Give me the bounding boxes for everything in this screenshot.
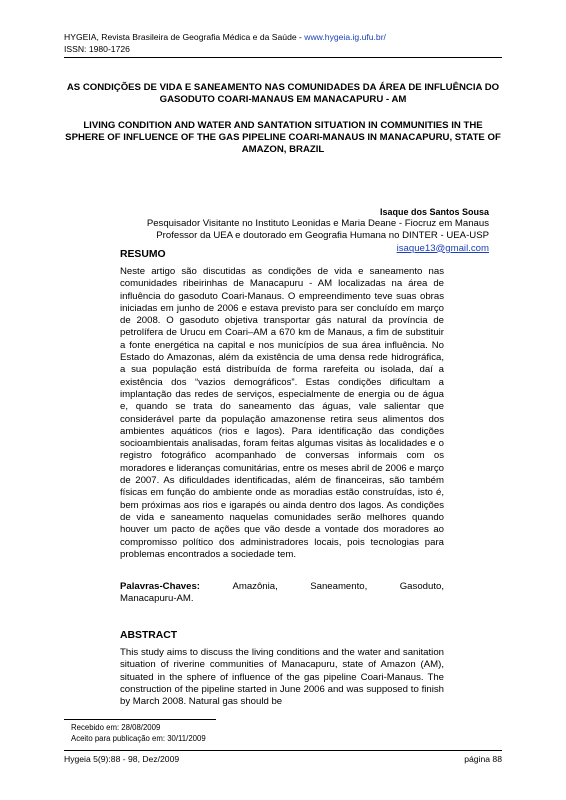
received-date: Recebido em: 28/08/2009 [71,723,161,732]
keyword-3: Gasoduto, [399,581,444,592]
header-rule [64,57,502,58]
resumo-text: Neste artigo são discutidas as condições de vida e saneamento nas comunidades ribeirinhas de Manacapuru - AM localizadas na área de influência do gasoduto Coari-Manaus. O empreendimento teve suas obras iniciadas em junho de 2006 e estava previsto para ser concluído em março de 2008. O gasoduto objetiva transportar gás natural da província de petrolífera de Urucu em Coari–AM a 670 km de Manaus, a fim de substituir a fonte energética na capital e nos municípios de sua área influência. No Estado do Amazonas, além da existência de uma densa rede hidrográfica, a sua população está distribuída de forma rarefeita ou isolada, daí a existência dos “vazios demográficos”. Estas condições dificultam a implantação das redes de serviços, especialmente de energia ou de água e, quando se trata do saneamento das águas, vale salientar que considerável parte da população amazonense retira seus alimentos dos ambientes aquáticos (rios e lagos). Para identificação das condições socioambientais analisadas, foram feitas algumas visitas às localidades e o registro fotográfico acompanhado de conversas informais com os moradores e lideranças comunitárias, entre os meses abril de 2006 e março de 2007. As dificuldades identificadas, além de financeiras, são também físicas em função do ambiente onde as moradias estão construídas, isto é, bem próximas aos rios e igarapés ou ainda dentro dos lagos. As condições de vida e saneamento naquelas comunidades serão melhores quando houver um pacto de ações que vão desde a vontade dos moradores ao compromisso político dos administradores locais, pois tecnologias para problemas encontrados a sociedade tem. [120,266,444,560]
footer-citation: Hygeia 5(9):88 - 98, Dez/2009 [64,754,180,764]
journal-line [64,31,386,43]
page-number: página 88 [464,754,502,764]
author-block [147,206,489,255]
author-email-link[interactable]: isaque13@gmail.com [396,242,489,254]
journal-name: HYGEIA, Revista Brasileira de Geografia Médica e da Saúde - [64,32,305,42]
keywords [120,581,444,606]
accepted-date: Aceito para publicação em: 30/11/2009 [71,733,206,743]
resumo-heading: RESUMO [120,249,166,260]
footnote [71,723,206,744]
title-english: LIVING CONDITION AND WATER AND SANTATION SITUATION IN COMMUNITIES IN THE SPHERE OF INFLUENCE OF THE GAS PIPELINE COARI-MANAUS IN MANACAPURU, STATE OF AMAZON, BRAZIL [65,120,501,156]
journal-header [64,31,386,55]
footer-rule [64,750,502,751]
title-portuguese: AS CONDIÇÕES DE VIDA E SANEAMENTO NAS COMUNIDADES DA ÁREA DE INFLUÊNCIA DO GASODUTO COARI-MANAUS EM MANACAPURU - AM [66,82,500,106]
author-affiliation-1: Pesquisador Visitante no Instituto Leonidas e Maria Deane - Fiocruz em Manaus [146,218,489,230]
author-name: Isaque dos Santos Sousa [379,207,489,217]
page-footer [64,754,502,764]
abstract-heading: ABSTRACT [120,630,178,641]
keywords-label: Palavras-Chaves: [120,581,200,592]
footnote-rule [64,719,216,720]
keyword-4: Manacapuru-AM. [120,593,194,605]
keyword-1: Amazônia, [232,581,278,592]
issn: ISSN: 1980-1726 [64,44,130,54]
abstract-text: This study aims to discuss the living conditions and the water and sanitation situation of riverine communities of Manacapuru, state of Amazon (AM), situated in the sphere of influence of the gas pipeline Coari-Manaus. The construction of the pipeline started in June 2006 and was supposed to finish by March 2008. Natural gas should be [120,647,444,708]
keyword-2: Saneamento, [310,581,368,592]
author-affiliation-2: Professor da UEA e doutorado em Geografia Humana no DINTER - UEA-USP [156,230,489,242]
journal-url-link[interactable]: www.hygeia.ig.ufu.br/ [304,32,386,42]
